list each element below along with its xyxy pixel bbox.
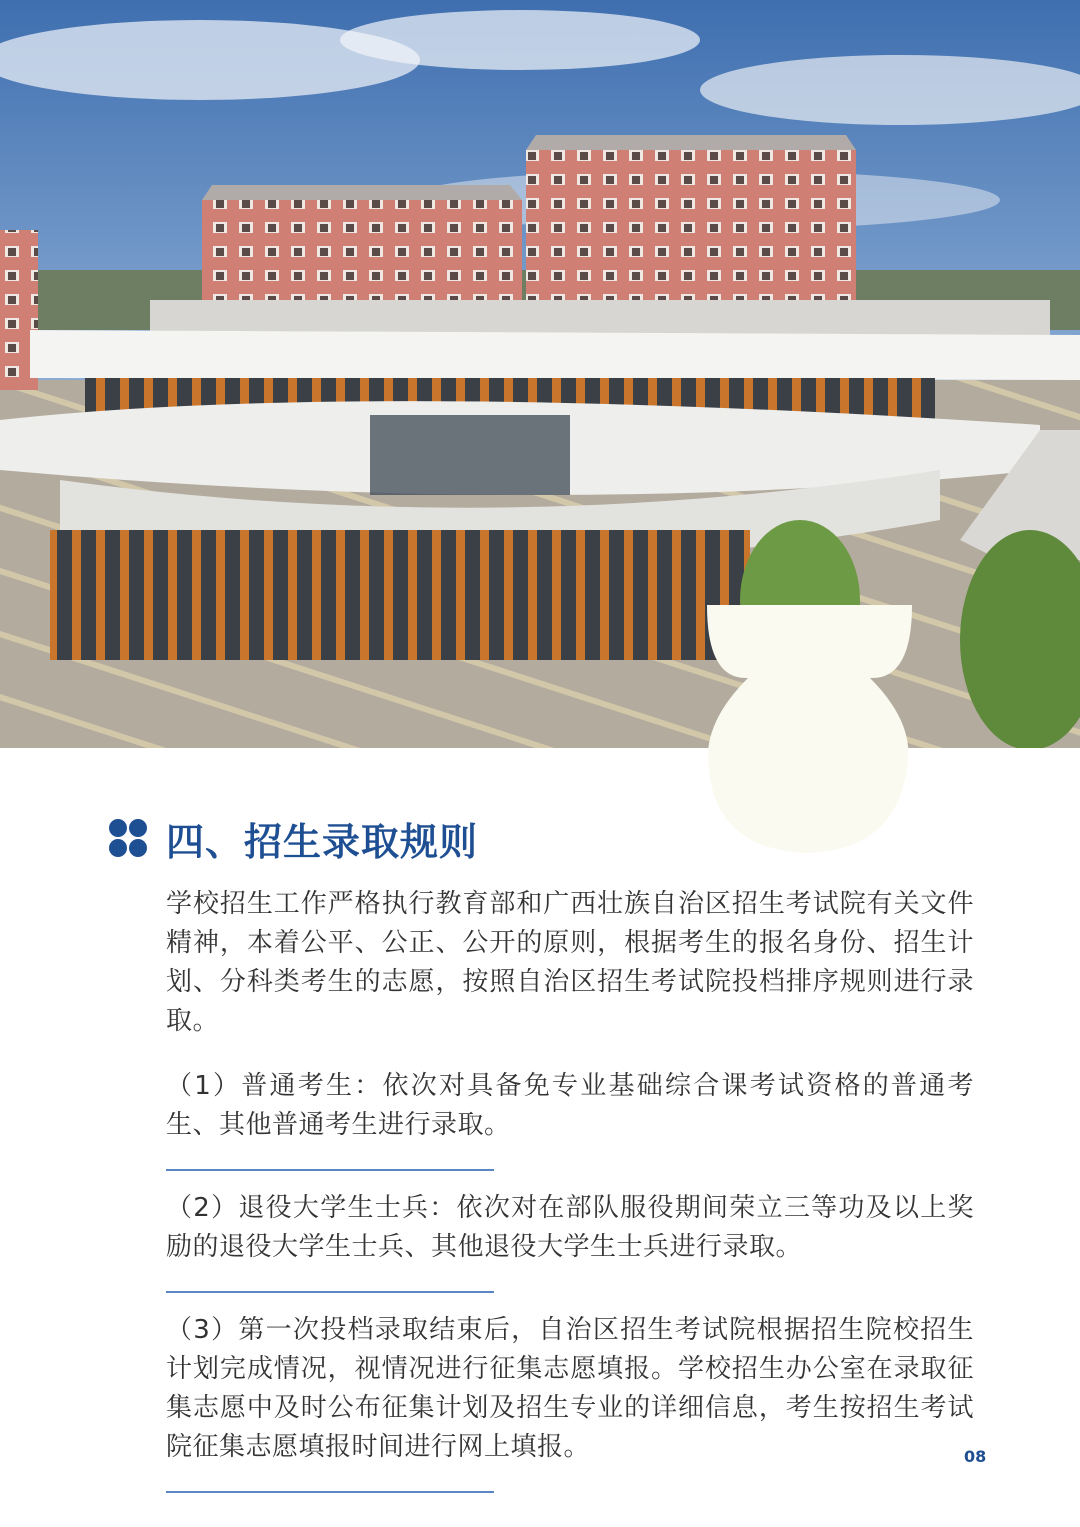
intro-paragraph: 学校招生工作严格执行教育部和广西壮族自治区招生考试院有关文件精神，本着公平、公正、公开的原则，根据考生的报名身份、招生计划、分科类考生的志愿，按照自治区招生考试院投档排序规则进行录取。 xyxy=(166,889,974,1036)
rule-text: （1）普通考生：依次对具备免专业基础综合课考试资格的普通考生、其他普通考生进行录取。 xyxy=(166,1071,974,1140)
section-heading xyxy=(108,812,478,864)
rule-text: （2）退役大学生士兵：依次对在部队服役期间荣立三等功及以上奖励的退役大学生士兵、其他退役大学生士兵进行录取。 xyxy=(166,1193,974,1262)
divider xyxy=(166,1291,494,1293)
four-circles-icon xyxy=(108,818,148,858)
page-number: 08 xyxy=(964,1447,987,1466)
rule-text: （3）第一次投档录取结束后，自治区招生考试院根据招生院校招生计划完成情况，视情况进行征集志愿填报。学校招生办公室在录取征集志愿中及时公布征集计划及招生专业的详细信息，考生按招生考试院征集志愿填报时间进行网上填报。 xyxy=(166,1315,974,1462)
rules-content xyxy=(166,885,974,1511)
section-title: 四、招生录取规则 xyxy=(166,819,479,864)
divider xyxy=(166,1491,494,1493)
divider xyxy=(166,1169,494,1171)
rule-item xyxy=(166,1311,974,1467)
campus-photo xyxy=(0,0,1080,748)
rule-item xyxy=(166,1189,974,1267)
rule-item xyxy=(166,1067,974,1145)
